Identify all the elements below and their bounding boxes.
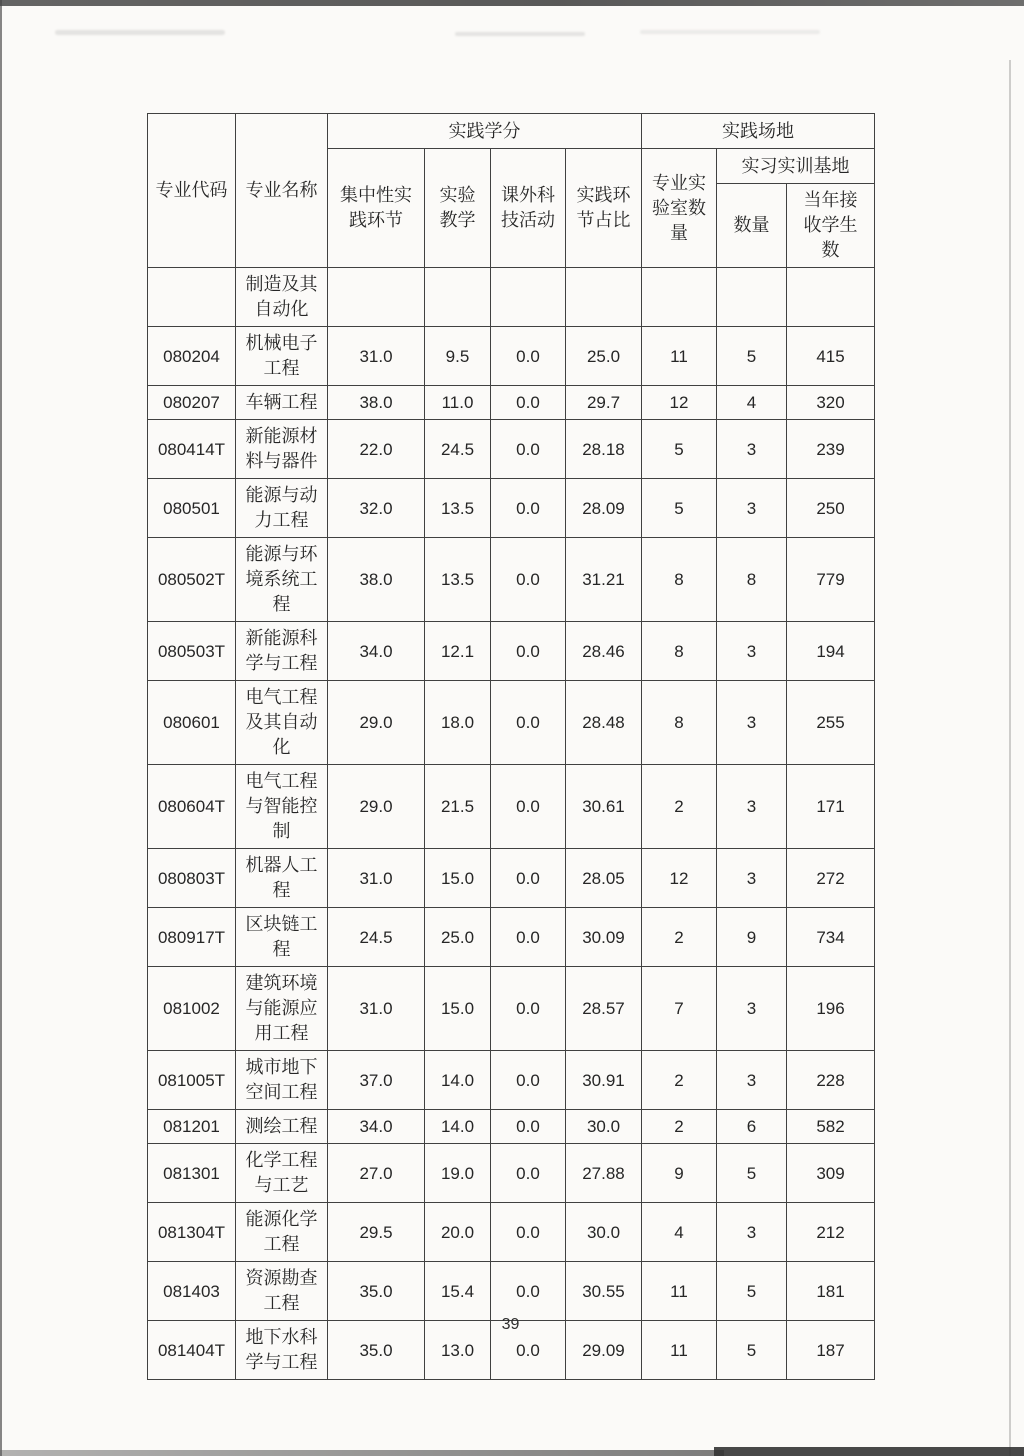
cell-concentrated: 34.0 — [328, 622, 425, 681]
cell-experiment: 15.0 — [425, 967, 491, 1051]
cell-labs: 11 — [642, 327, 717, 386]
cell-ratio: 25.0 — [566, 327, 642, 386]
cell-name: 测绘工程 — [236, 1110, 328, 1144]
cell-ratio: 28.18 — [566, 420, 642, 479]
cell-code: 081301 — [148, 1144, 236, 1203]
cell-labs: 9 — [642, 1144, 717, 1203]
cell-name: 能源与动力工程 — [236, 479, 328, 538]
cell-labs: 11 — [642, 1321, 717, 1380]
cell-experiment: 21.5 — [425, 765, 491, 849]
cell-name: 电气工程与智能控制 — [236, 765, 328, 849]
cell-concentrated: 34.0 — [328, 1110, 425, 1144]
cell-concentrated: 35.0 — [328, 1321, 425, 1380]
cell-extracurricular: 0.0 — [491, 1110, 566, 1144]
cell-ratio: 28.57 — [566, 967, 642, 1051]
header-concentrated-practice: 集中性实践环节 — [328, 149, 425, 268]
cell-ratio: 30.55 — [566, 1262, 642, 1321]
header-major-code: 专业代码 — [148, 114, 236, 268]
cell-concentrated: 38.0 — [328, 386, 425, 420]
table-row — [148, 681, 875, 765]
cell-code: 080204 — [148, 327, 236, 386]
cell-code: 080803T — [148, 849, 236, 908]
cell-name: 电气工程及其自动化 — [236, 681, 328, 765]
header-practice-ratio: 实践环节占比 — [566, 149, 642, 268]
cell-code: 080917T — [148, 908, 236, 967]
table-row — [148, 479, 875, 538]
cell-bases: 5 — [717, 327, 787, 386]
cell-experiment: 13.0 — [425, 1321, 491, 1380]
cell-concentrated: 29.5 — [328, 1203, 425, 1262]
cell-labs — [642, 268, 717, 327]
cell-experiment: 15.0 — [425, 849, 491, 908]
cell-extracurricular: 0.0 — [491, 1144, 566, 1203]
cell-name: 能源与环境系统工程 — [236, 538, 328, 622]
scan-smudge — [640, 30, 820, 34]
cell-ratio: 29.7 — [566, 386, 642, 420]
cell-extracurricular: 0.0 — [491, 1262, 566, 1321]
cell-experiment: 15.4 — [425, 1262, 491, 1321]
scan-edge-left — [0, 0, 2, 1456]
header-group-practice-venues: 实践场地 — [642, 114, 875, 149]
cell-bases: 5 — [717, 1144, 787, 1203]
cell-students: 194 — [787, 622, 875, 681]
cell-ratio: 30.61 — [566, 765, 642, 849]
cell-students: 250 — [787, 479, 875, 538]
cell-experiment: 25.0 — [425, 908, 491, 967]
cell-students — [787, 268, 875, 327]
cell-extracurricular: 0.0 — [491, 1051, 566, 1110]
cell-extracurricular: 0.0 — [491, 386, 566, 420]
cell-code: 081404T — [148, 1321, 236, 1380]
cell-ratio: 30.0 — [566, 1203, 642, 1262]
cell-bases: 6 — [717, 1110, 787, 1144]
cell-bases: 9 — [717, 908, 787, 967]
cell-extracurricular: 0.0 — [491, 1321, 566, 1380]
cell-name: 制造及其自动化 — [236, 268, 328, 327]
cell-bases: 3 — [717, 1051, 787, 1110]
cell-extracurricular: 0.0 — [491, 622, 566, 681]
cell-students: 272 — [787, 849, 875, 908]
cell-students: 187 — [787, 1321, 875, 1380]
cell-name: 建筑环境与能源应用工程 — [236, 967, 328, 1051]
cell-concentrated: 29.0 — [328, 681, 425, 765]
cell-ratio: 28.09 — [566, 479, 642, 538]
cell-concentrated: 22.0 — [328, 420, 425, 479]
cell-name: 区块链工程 — [236, 908, 328, 967]
cell-experiment: 14.0 — [425, 1051, 491, 1110]
cell-code: 080601 — [148, 681, 236, 765]
cell-ratio: 31.21 — [566, 538, 642, 622]
scan-edge-bottom — [0, 1450, 724, 1456]
cell-bases: 3 — [717, 1203, 787, 1262]
cell-students: 171 — [787, 765, 875, 849]
cell-labs: 12 — [642, 849, 717, 908]
scan-edge-top — [0, 0, 1024, 6]
cell-code: 081002 — [148, 967, 236, 1051]
cell-concentrated: 37.0 — [328, 1051, 425, 1110]
cell-labs: 11 — [642, 1262, 717, 1321]
cell-name: 能源化学工程 — [236, 1203, 328, 1262]
cell-bases: 3 — [717, 849, 787, 908]
cell-students: 320 — [787, 386, 875, 420]
table-row — [148, 849, 875, 908]
practice-credits-table — [147, 113, 875, 1380]
cell-labs: 2 — [642, 1110, 717, 1144]
cell-name: 新能源科学与工程 — [236, 622, 328, 681]
cell-experiment: 20.0 — [425, 1203, 491, 1262]
cell-bases — [717, 268, 787, 327]
cell-name: 机器人工程 — [236, 849, 328, 908]
cell-name: 车辆工程 — [236, 386, 328, 420]
cell-extracurricular — [491, 268, 566, 327]
cell-extracurricular: 0.0 — [491, 420, 566, 479]
cell-ratio: 28.46 — [566, 622, 642, 681]
cell-concentrated: 24.5 — [328, 908, 425, 967]
cell-code: 081201 — [148, 1110, 236, 1144]
cell-experiment: 24.5 — [425, 420, 491, 479]
cell-experiment: 9.5 — [425, 327, 491, 386]
cell-experiment: 18.0 — [425, 681, 491, 765]
cell-bases: 3 — [717, 681, 787, 765]
scan-edge-right — [1009, 60, 1011, 1456]
cell-ratio: 30.0 — [566, 1110, 642, 1144]
page-number: 39 — [501, 1316, 520, 1333]
cell-code: 080414T — [148, 420, 236, 479]
cell-code: 081005T — [148, 1051, 236, 1110]
cell-ratio: 30.09 — [566, 908, 642, 967]
cell-experiment: 13.5 — [425, 479, 491, 538]
cell-ratio: 27.88 — [566, 1144, 642, 1203]
cell-experiment: 12.1 — [425, 622, 491, 681]
cell-experiment: 13.5 — [425, 538, 491, 622]
cell-code: 081403 — [148, 1262, 236, 1321]
cell-concentrated: 29.0 — [328, 765, 425, 849]
header-major-name: 专业名称 — [236, 114, 328, 268]
table-row — [148, 327, 875, 386]
table-row — [148, 268, 875, 327]
cell-bases: 4 — [717, 386, 787, 420]
cell-code: 080501 — [148, 479, 236, 538]
table-row — [148, 1051, 875, 1110]
cell-labs: 8 — [642, 622, 717, 681]
cell-ratio — [566, 268, 642, 327]
cell-concentrated: 27.0 — [328, 1144, 425, 1203]
header-extracurricular-activity: 课外科技活动 — [491, 149, 566, 268]
cell-labs: 7 — [642, 967, 717, 1051]
cell-code: 080207 — [148, 386, 236, 420]
table-row — [148, 622, 875, 681]
cell-ratio: 28.05 — [566, 849, 642, 908]
cell-concentrated: 31.0 — [328, 849, 425, 908]
cell-extracurricular: 0.0 — [491, 681, 566, 765]
cell-extracurricular: 0.0 — [491, 327, 566, 386]
table-row — [148, 1144, 875, 1203]
cell-name: 机械电子工程 — [236, 327, 328, 386]
cell-code: 080503T — [148, 622, 236, 681]
cell-labs: 8 — [642, 538, 717, 622]
header-lab-count: 专业实验室数量 — [642, 149, 717, 268]
cell-experiment — [425, 268, 491, 327]
table-row — [148, 765, 875, 849]
header-group-training-bases: 实习实训基地 — [717, 149, 875, 184]
scan-smudge — [455, 32, 585, 36]
cell-ratio: 29.09 — [566, 1321, 642, 1380]
cell-extracurricular: 0.0 — [491, 908, 566, 967]
cell-labs: 8 — [642, 681, 717, 765]
cell-ratio: 28.48 — [566, 681, 642, 765]
cell-students: 196 — [787, 967, 875, 1051]
cell-labs: 4 — [642, 1203, 717, 1262]
cell-bases: 5 — [717, 1262, 787, 1321]
header-experiment-teaching: 实验教学 — [425, 149, 491, 268]
cell-name: 地下水科学与工程 — [236, 1321, 328, 1380]
cell-concentrated: 31.0 — [328, 967, 425, 1051]
scan-edge-bottom-dark — [714, 1447, 1024, 1456]
cell-experiment: 19.0 — [425, 1144, 491, 1203]
cell-extracurricular: 0.0 — [491, 538, 566, 622]
cell-bases: 3 — [717, 765, 787, 849]
cell-students: 255 — [787, 681, 875, 765]
header-base-count: 数量 — [717, 184, 787, 268]
cell-bases: 3 — [717, 420, 787, 479]
cell-name: 新能源材料与器件 — [236, 420, 328, 479]
cell-students: 734 — [787, 908, 875, 967]
table-row — [148, 1262, 875, 1321]
cell-students: 415 — [787, 327, 875, 386]
cell-concentrated: 35.0 — [328, 1262, 425, 1321]
cell-concentrated: 31.0 — [328, 327, 425, 386]
cell-bases: 3 — [717, 479, 787, 538]
cell-students: 181 — [787, 1262, 875, 1321]
cell-name: 资源勘查工程 — [236, 1262, 328, 1321]
cell-concentrated: 38.0 — [328, 538, 425, 622]
cell-code: 080502T — [148, 538, 236, 622]
table-row — [148, 538, 875, 622]
table-row — [148, 1110, 875, 1144]
cell-labs: 2 — [642, 1051, 717, 1110]
cell-name: 化学工程与工艺 — [236, 1144, 328, 1203]
cell-experiment: 11.0 — [425, 386, 491, 420]
cell-bases: 3 — [717, 967, 787, 1051]
cell-concentrated: 32.0 — [328, 479, 425, 538]
cell-students: 228 — [787, 1051, 875, 1110]
cell-concentrated — [328, 268, 425, 327]
cell-labs: 5 — [642, 479, 717, 538]
cell-extracurricular: 0.0 — [491, 479, 566, 538]
table-row — [148, 967, 875, 1051]
cell-students: 239 — [787, 420, 875, 479]
cell-extracurricular: 0.0 — [491, 1203, 566, 1262]
cell-students: 212 — [787, 1203, 875, 1262]
cell-extracurricular: 0.0 — [491, 849, 566, 908]
cell-code: 080604T — [148, 765, 236, 849]
cell-bases: 8 — [717, 538, 787, 622]
table-row — [148, 420, 875, 479]
cell-labs: 2 — [642, 908, 717, 967]
header-students-received: 当年接收学生数 — [787, 184, 875, 268]
cell-labs: 5 — [642, 420, 717, 479]
cell-bases: 3 — [717, 622, 787, 681]
cell-students: 779 — [787, 538, 875, 622]
cell-bases: 5 — [717, 1321, 787, 1380]
cell-students: 309 — [787, 1144, 875, 1203]
scan-smudge — [55, 30, 225, 35]
cell-experiment: 14.0 — [425, 1110, 491, 1144]
cell-code — [148, 268, 236, 327]
cell-code: 081304T — [148, 1203, 236, 1262]
header-group-practice-credits: 实践学分 — [328, 114, 642, 149]
cell-labs: 12 — [642, 386, 717, 420]
table-row — [148, 386, 875, 420]
cell-ratio: 30.91 — [566, 1051, 642, 1110]
cell-extracurricular: 0.0 — [491, 967, 566, 1051]
cell-extracurricular: 0.0 — [491, 765, 566, 849]
table-row — [148, 1203, 875, 1262]
cell-students: 582 — [787, 1110, 875, 1144]
table-row — [148, 908, 875, 967]
cell-name: 城市地下空间工程 — [236, 1051, 328, 1110]
cell-labs: 2 — [642, 765, 717, 849]
